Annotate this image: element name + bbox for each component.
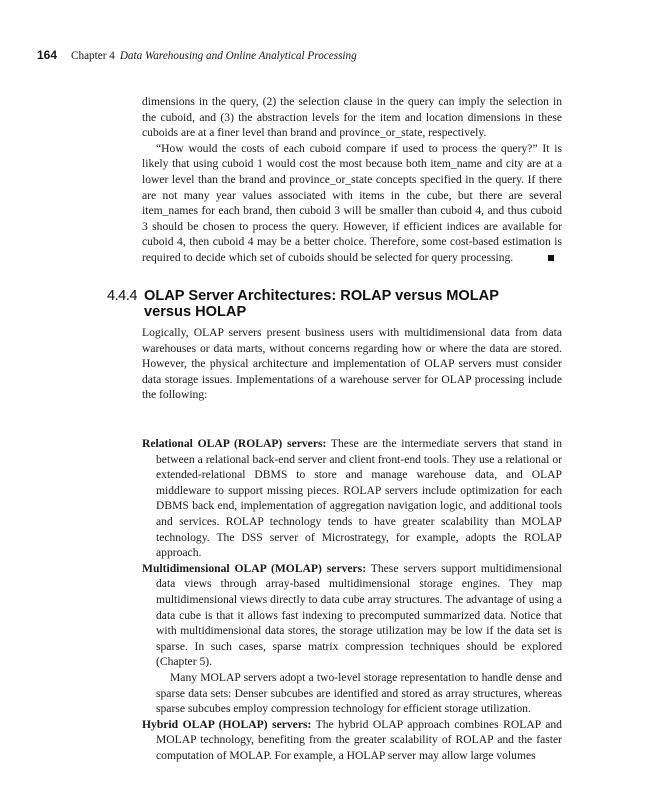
text-holap: The hybrid OLAP approach combines ROLAP and MOLAP technology, benefiting from the greater scalability of ROLAP and the faster computation of MOLAP. For example, a HOLAP server may allow large volumes bbox=[156, 717, 562, 762]
list-item-holap bbox=[142, 717, 562, 764]
running-head bbox=[37, 48, 357, 62]
paragraph-cost-estimation bbox=[142, 141, 562, 266]
text-rolap: These are the intermediate servers that stand in between a relational back-end server and client front-end tools. They use a relational or extended-relational DBMS to store and manage warehouse data, and OLAP middleware to support missing pieces. ROLAP servers include optimization for each DBMS back end, implementation of aggregation navigation logic, and additional tools and services. ROLAP technology tends to have greater scalability than MOLAP technology. The DSS server of Microstrategy, for example, adopts the ROLAP approach. bbox=[156, 437, 562, 560]
intro-paragraph: Logically, OLAP servers present business users with multidimensional data from data warehouses or data marts, without concerns regarding how or where the data are stored. However, the physical architecture and implementation of OLAP servers must consider data storage issues. Implementations of a warehouse server for OLAP processing include the following: bbox=[142, 326, 562, 402]
text-molap: These servers support multidimensional data views through array-based multidimensional storage engines. They map multidimensional views directly to data cube array structures. The advantage of using a data cube is that it allows fast indexing to precomputed summarized data. Notice that with multidimensional data stores, the storage utilization may be low if the data set is sparse. In such cases, sparse matrix compression techniques should be explored (Chapter 5). bbox=[156, 561, 562, 669]
list-item-molap bbox=[142, 561, 562, 670]
page-number: 164 bbox=[37, 48, 58, 62]
section-number: 4.4.4 bbox=[107, 288, 137, 304]
chapter-label: Chapter 4 bbox=[71, 50, 115, 62]
chapter-title: Data Warehousing and Online Analytical Processing bbox=[119, 50, 357, 62]
server-types-list bbox=[142, 436, 562, 763]
section-intro bbox=[142, 325, 562, 403]
section-title-line2: versus HOLAP bbox=[144, 304, 247, 320]
term-rolap: Relational OLAP (ROLAP) servers: bbox=[142, 437, 327, 450]
continued-text bbox=[142, 94, 562, 266]
list-item-rolap bbox=[142, 436, 562, 561]
section-heading bbox=[107, 288, 567, 320]
end-of-example-mark bbox=[548, 255, 554, 261]
paragraph-continued: dimensions in the query, (2) the selection clause in the query can imply the selection in the cuboid, and (3) the abstraction levels for the item and location dimensions in these cuboids are at a finer level than brand and province_or_state, respectively. bbox=[142, 95, 562, 140]
molap-continuation: Many MOLAP servers adopt a two-level storage representation to handle dense and sparse data sets: Denser subcubes are identified and stored as array structures, whereas sparse subcubes employ compression technology for efficient storage utilization. bbox=[156, 670, 562, 716]
paragraph-cost-text: “How would the costs of each cuboid compare if used to process the query?” It is likely that using cuboid 1 would cost the most because both item_name and city are at a lower level than the brand and province_or_state concepts specified in the query. If there are not many year values associated with items in the cube, but there are several item_names for each brand, then cuboid 3 will be smaller than cuboid 4, and thus cuboid 3 should be chosen to process the query. However, if efficient indices are available for cuboid 4, then cuboid 4 may be a better choice. Therefore, some cost-based estimation is required to decide which set of cuboids should be selected for query processing. bbox=[142, 141, 562, 264]
term-molap: Multidimensional OLAP (MOLAP) servers: bbox=[142, 561, 367, 575]
section-title-line1: OLAP Server Architectures: ROLAP versus MOLAP bbox=[144, 288, 499, 304]
term-holap: Hybrid OLAP (HOLAP) servers: bbox=[142, 717, 312, 731]
